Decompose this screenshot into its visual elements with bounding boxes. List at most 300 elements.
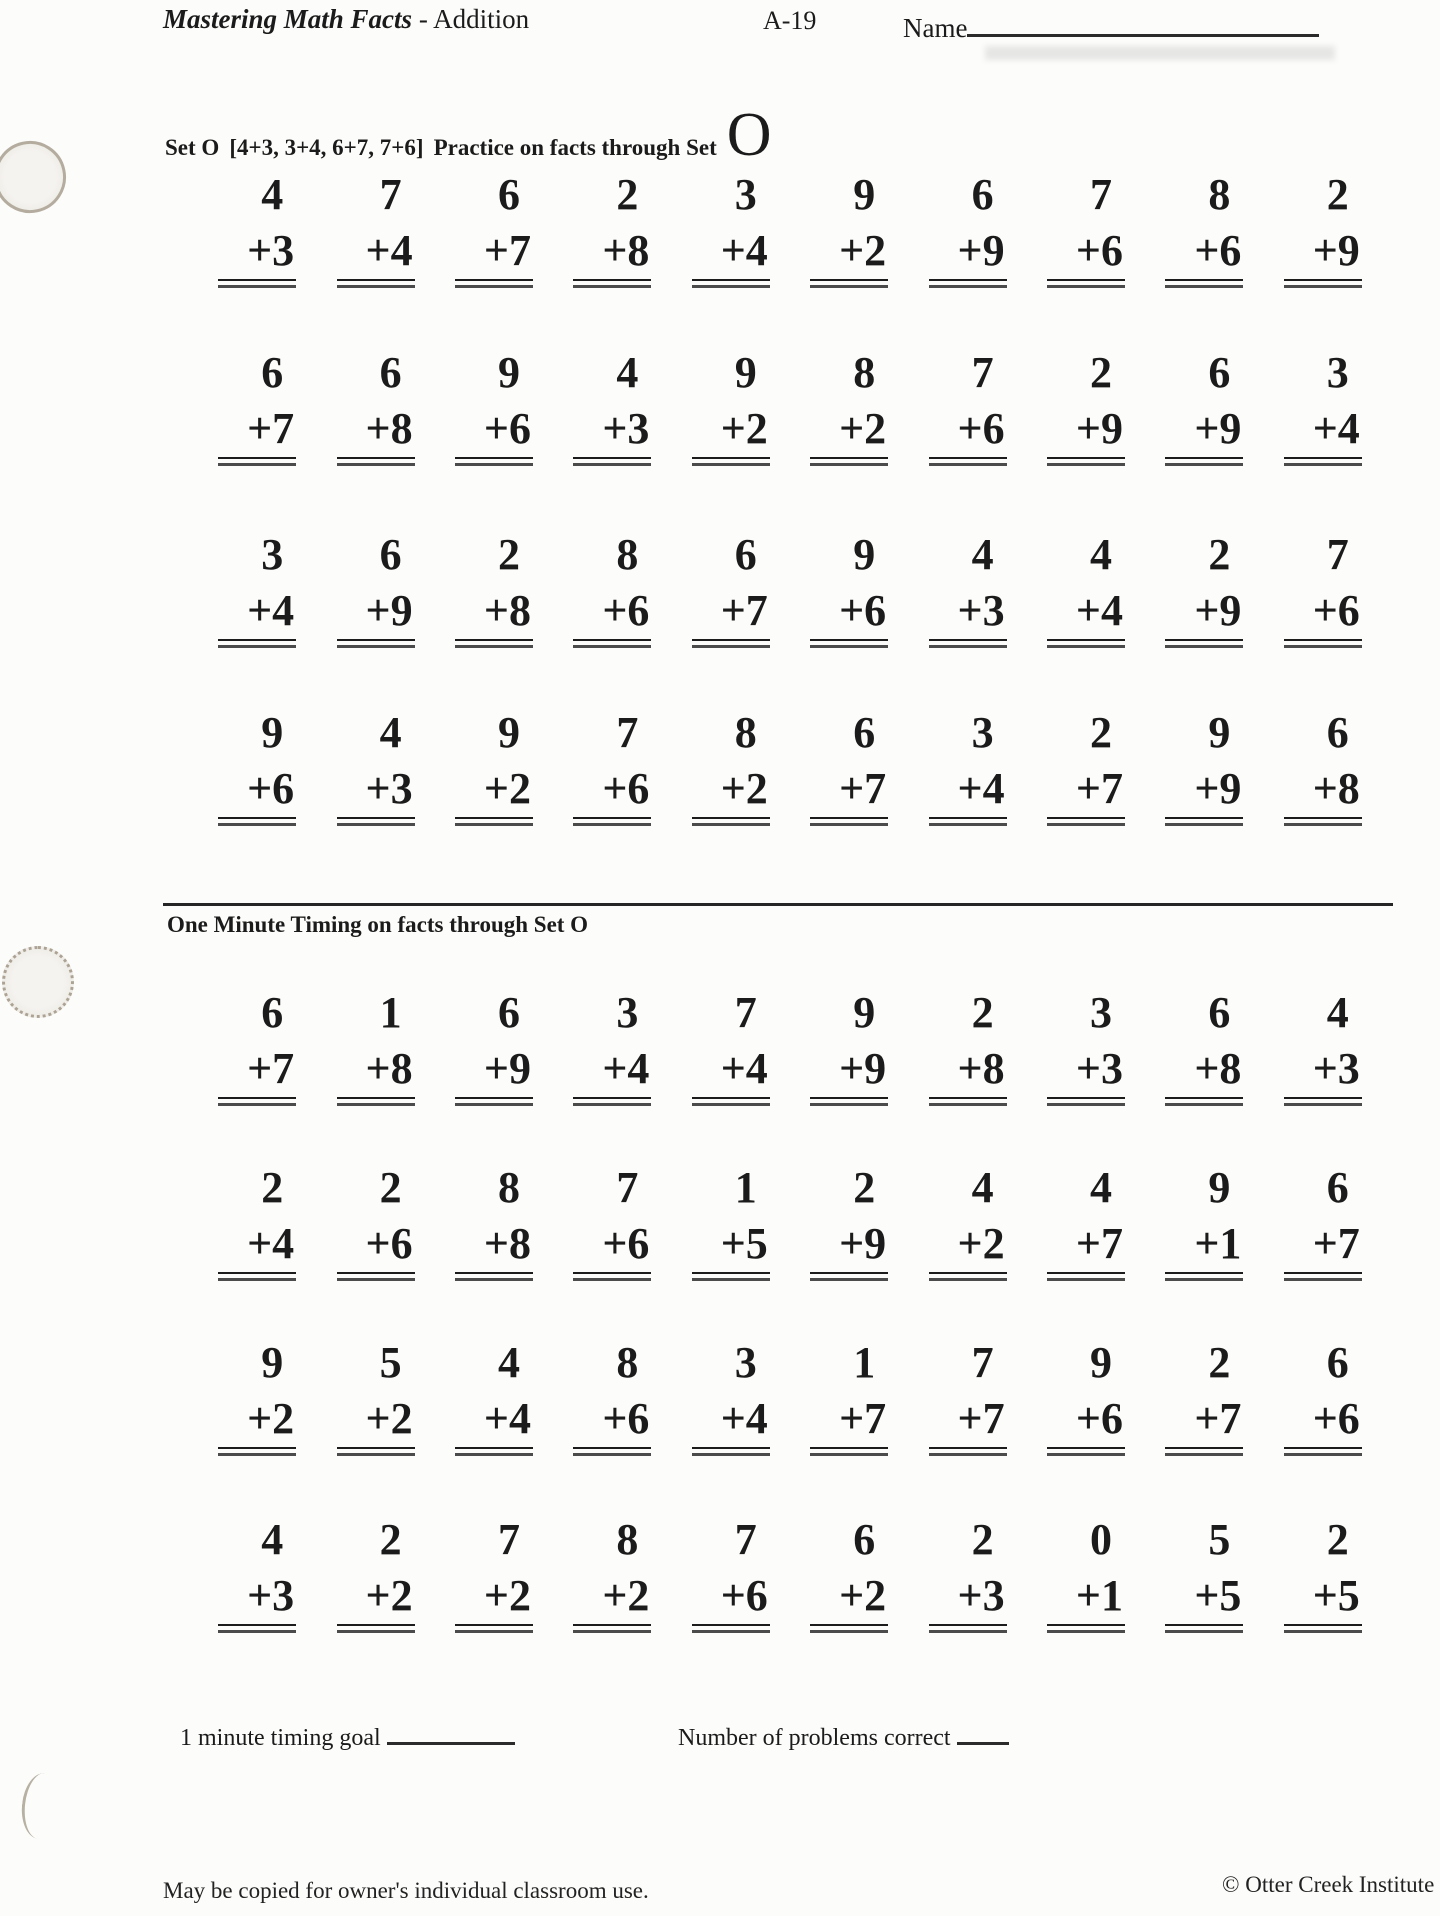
answer-line: [810, 279, 888, 288]
addition-problem: [692, 348, 770, 466]
addition-problem: [1165, 530, 1243, 648]
addition-problem: [455, 988, 533, 1106]
problem-bottom-addend: +3: [602, 404, 650, 453]
problem-top-addend: 6: [1208, 348, 1231, 397]
addition-problem: [1165, 1338, 1243, 1456]
set-big-letter: O: [726, 101, 772, 169]
problem-bottom-addend: +8: [602, 226, 650, 275]
problem-bottom-addend: +3: [957, 1571, 1005, 1620]
problem-top-addend: 9: [1208, 708, 1231, 757]
problem-bottom-addend: +8: [1194, 1044, 1242, 1093]
answer-line: [218, 1097, 296, 1106]
problem-top-addend: 7: [497, 1515, 520, 1564]
timing-row-1: [198, 988, 1382, 1106]
addition-problem: [929, 348, 1007, 466]
problem-bottom-addend: +6: [483, 404, 531, 453]
answer-line: [1165, 1447, 1243, 1456]
addition-problem: [810, 708, 888, 826]
addition-problem: [455, 348, 533, 466]
addition-problem: [455, 1163, 533, 1281]
problem-top-addend: 2: [261, 1163, 284, 1212]
problem-top-addend: 4: [971, 1163, 994, 1212]
problem-bottom-addend: +2: [483, 1571, 531, 1620]
problem-top-addend: 1: [734, 1163, 757, 1212]
addition-problem: [1165, 988, 1243, 1106]
answer-line: [218, 639, 296, 648]
addition-problem: [573, 708, 651, 826]
problem-bottom-addend: +9: [957, 226, 1005, 275]
problem-bottom-addend: +6: [1075, 226, 1123, 275]
answer-line: [1047, 639, 1125, 648]
answer-line: [1165, 1624, 1243, 1633]
problem-top-addend: 9: [1208, 1163, 1231, 1212]
practice-section-heading: [165, 101, 772, 169]
addition-problem: [573, 988, 651, 1106]
answer-line: [337, 1624, 415, 1633]
problem-top-addend: 6: [261, 348, 284, 397]
addition-problem: [218, 530, 296, 648]
answer-line: [1284, 1272, 1362, 1281]
answer-line: [455, 279, 533, 288]
answer-line: [929, 1447, 1007, 1456]
addition-problem: [455, 708, 533, 826]
addition-problem: [1165, 348, 1243, 466]
problem-bottom-addend: +7: [247, 1044, 295, 1093]
addition-problem: [1284, 1163, 1362, 1281]
problem-top-addend: 8: [616, 1338, 639, 1387]
problem-bottom-addend: +3: [365, 764, 413, 813]
answer-line: [1047, 1624, 1125, 1633]
problem-top-addend: 9: [261, 708, 284, 757]
addition-problem: [810, 530, 888, 648]
problem-bottom-addend: +9: [1075, 404, 1123, 453]
problem-top-addend: 7: [616, 708, 639, 757]
addition-problem: [692, 988, 770, 1106]
problem-top-addend: 1: [853, 1338, 876, 1387]
addition-problem: [1047, 530, 1125, 648]
problem-bottom-addend: +2: [957, 1219, 1005, 1268]
answer-line: [337, 1447, 415, 1456]
problem-top-addend: 2: [616, 170, 639, 219]
addition-problem: [218, 708, 296, 826]
answer-line: [1165, 817, 1243, 826]
problem-bottom-addend: +6: [720, 1571, 768, 1620]
answer-line: [1284, 1097, 1362, 1106]
problem-bottom-addend: +3: [1075, 1044, 1123, 1093]
addition-problem: [573, 1338, 651, 1456]
problem-top-addend: 6: [1326, 1163, 1349, 1212]
addition-problem: [692, 1515, 770, 1633]
addition-problem: [573, 348, 651, 466]
addition-problem: [218, 348, 296, 466]
worksheet-title-series: Mastering Math Facts: [163, 4, 413, 34]
addition-problem: [1047, 1515, 1125, 1633]
addition-problem: [929, 1338, 1007, 1456]
addition-problem: [337, 1515, 415, 1633]
facts-list: [4+3, 3+4, 6+7, 7+6]: [229, 135, 424, 160]
addition-problem: [1047, 1338, 1125, 1456]
addition-problem: [929, 988, 1007, 1106]
answer-line: [337, 1097, 415, 1106]
problem-top-addend: 8: [853, 348, 876, 397]
problem-top-addend: 6: [734, 530, 757, 579]
problem-bottom-addend: +9: [839, 1044, 887, 1093]
practice-row-3: [198, 530, 1382, 648]
addition-problem: [810, 1338, 888, 1456]
problem-top-addend: 2: [1089, 708, 1112, 757]
problem-bottom-addend: +2: [839, 1571, 887, 1620]
problem-bottom-addend: +4: [1075, 586, 1123, 635]
addition-problem: [218, 1515, 296, 1633]
answer-line: [692, 639, 770, 648]
problem-top-addend: 6: [379, 530, 402, 579]
name-blank-line: [967, 6, 1319, 37]
problem-top-addend: 9: [853, 988, 876, 1037]
addition-problem: [573, 530, 651, 648]
problem-bottom-addend: +6: [1075, 1394, 1123, 1443]
problem-bottom-addend: +7: [483, 226, 531, 275]
problem-top-addend: 3: [734, 170, 757, 219]
timing-goal-label: 1 minute timing goal: [180, 1725, 381, 1751]
addition-problem: [455, 1338, 533, 1456]
addition-problem: [337, 1338, 415, 1456]
addition-problem: [929, 170, 1007, 288]
addition-problem: [337, 170, 415, 288]
worksheet-title: [163, 4, 529, 35]
addition-problem: [337, 1163, 415, 1281]
answer-line: [337, 817, 415, 826]
addition-problem: [1284, 1515, 1362, 1633]
answer-line: [1047, 1272, 1125, 1281]
addition-problem: [455, 530, 533, 648]
problem-bottom-addend: +6: [1312, 1394, 1360, 1443]
answer-line: [929, 1624, 1007, 1633]
addition-problem: [337, 530, 415, 648]
addition-problem: [810, 1163, 888, 1281]
answer-line: [573, 457, 651, 466]
problems-correct-label: Number of problems correct: [678, 1725, 951, 1751]
answer-line: [810, 1624, 888, 1633]
problem-top-addend: 9: [497, 348, 520, 397]
addition-problem: [692, 530, 770, 648]
answer-line: [1165, 1272, 1243, 1281]
problem-top-addend: 4: [1089, 530, 1112, 579]
section-divider-line: [163, 903, 1393, 906]
problem-top-addend: 7: [616, 1163, 639, 1212]
problem-bottom-addend: +7: [247, 404, 295, 453]
addition-problem: [1047, 1163, 1125, 1281]
problem-top-addend: 6: [853, 1515, 876, 1564]
copy-permission-notice: May be copied for owner's individual classroom use.: [163, 1878, 649, 1903]
problem-bottom-addend: +9: [1312, 226, 1360, 275]
problem-top-addend: 6: [971, 170, 994, 219]
problem-bottom-addend: +6: [839, 586, 887, 635]
problem-bottom-addend: +4: [483, 1394, 531, 1443]
addition-problem: [692, 170, 770, 288]
page-code: A-19: [763, 6, 817, 35]
answer-line: [1284, 1624, 1362, 1633]
answer-line: [337, 457, 415, 466]
problem-top-addend: 7: [1089, 170, 1112, 219]
problem-bottom-addend: +5: [1194, 1571, 1242, 1620]
problem-bottom-addend: +2: [247, 1394, 295, 1443]
answer-line: [692, 817, 770, 826]
problem-top-addend: 8: [497, 1163, 520, 1212]
answer-line: [1165, 1097, 1243, 1106]
answer-line: [455, 817, 533, 826]
problem-bottom-addend: +9: [483, 1044, 531, 1093]
worksheet-title-subject: - Addition: [412, 4, 530, 34]
problem-top-addend: 2: [971, 1515, 994, 1564]
problem-top-addend: 6: [1326, 1338, 1349, 1387]
answer-line: [692, 457, 770, 466]
problem-top-addend: 6: [853, 708, 876, 757]
timing-row-2: [198, 1163, 1382, 1281]
addition-problem: [810, 988, 888, 1106]
problem-top-addend: 2: [853, 1163, 876, 1212]
addition-problem: [218, 1338, 296, 1456]
addition-problem: [218, 1163, 296, 1281]
answer-line: [573, 1447, 651, 1456]
problem-top-addend: 4: [1326, 988, 1349, 1037]
practice-row-1: [198, 170, 1382, 288]
answer-line: [1047, 457, 1125, 466]
addition-problem: [1284, 708, 1362, 826]
addition-problem: [218, 170, 296, 288]
problem-bottom-addend: +3: [1312, 1044, 1360, 1093]
answer-line: [929, 1097, 1007, 1106]
answer-line: [929, 817, 1007, 826]
answer-line: [1284, 1447, 1362, 1456]
problem-bottom-addend: +6: [247, 764, 295, 813]
problem-top-addend: 7: [971, 1338, 994, 1387]
copyright-notice: © Otter Creek Institute: [1222, 1872, 1435, 1897]
problems-correct-blank: [957, 1722, 1009, 1745]
answer-line: [1047, 1447, 1125, 1456]
addition-problem: [1047, 170, 1125, 288]
problem-bottom-addend: +6: [365, 1219, 413, 1268]
answer-line: [455, 1272, 533, 1281]
answer-line: [218, 279, 296, 288]
problem-top-addend: 5: [379, 1338, 402, 1387]
problem-bottom-addend: +7: [1075, 764, 1123, 813]
problem-bottom-addend: +6: [602, 1219, 650, 1268]
answer-line: [1284, 639, 1362, 648]
timing-goal-blank: [387, 1722, 515, 1745]
problem-bottom-addend: +6: [602, 586, 650, 635]
addition-problem: [1284, 170, 1362, 288]
addition-problem: [218, 988, 296, 1106]
answer-line: [218, 1272, 296, 1281]
answer-line: [573, 1624, 651, 1633]
problem-bottom-addend: +3: [957, 586, 1005, 635]
problem-bottom-addend: +7: [957, 1394, 1005, 1443]
problem-top-addend: 2: [497, 530, 520, 579]
problem-bottom-addend: +2: [839, 404, 887, 453]
problem-top-addend: 9: [853, 170, 876, 219]
answer-line: [692, 1624, 770, 1633]
answer-line: [1165, 279, 1243, 288]
addition-problem: [1047, 348, 1125, 466]
addition-problem: [1284, 348, 1362, 466]
answer-line: [1047, 279, 1125, 288]
problem-top-addend: 6: [1326, 708, 1349, 757]
problem-top-addend: 2: [1326, 1515, 1349, 1564]
problem-top-addend: 6: [379, 348, 402, 397]
answer-line: [1165, 639, 1243, 648]
answer-line: [573, 1272, 651, 1281]
problem-bottom-addend: +8: [1312, 764, 1360, 813]
problem-bottom-addend: +9: [1194, 404, 1242, 453]
problem-bottom-addend: +8: [365, 404, 413, 453]
answer-line: [337, 1272, 415, 1281]
addition-problem: [1284, 988, 1362, 1106]
problem-top-addend: 6: [497, 170, 520, 219]
problem-top-addend: 2: [379, 1515, 402, 1564]
problem-top-addend: 3: [1089, 988, 1112, 1037]
practice-row-2: [198, 348, 1382, 466]
problem-top-addend: 6: [1208, 988, 1231, 1037]
problem-top-addend: 0: [1089, 1515, 1112, 1564]
answer-line: [810, 817, 888, 826]
answer-line: [810, 639, 888, 648]
problem-bottom-addend: +4: [1312, 404, 1360, 453]
problem-top-addend: 5: [1208, 1515, 1231, 1564]
problem-top-addend: 2: [1208, 1338, 1231, 1387]
timing-goal-field: [180, 1722, 515, 1752]
answer-line: [455, 1097, 533, 1106]
addition-problem: [573, 170, 651, 288]
answer-line: [692, 1272, 770, 1281]
scan-smudge: [985, 46, 1335, 60]
answer-line: [810, 457, 888, 466]
answer-line: [810, 1447, 888, 1456]
addition-problem: [929, 708, 1007, 826]
answer-line: [218, 1624, 296, 1633]
problem-bottom-addend: +6: [957, 404, 1005, 453]
problem-bottom-addend: +8: [957, 1044, 1005, 1093]
problem-bottom-addend: +9: [839, 1219, 887, 1268]
answer-line: [810, 1097, 888, 1106]
problem-bottom-addend: +8: [483, 586, 531, 635]
addition-problem: [337, 348, 415, 466]
problem-bottom-addend: +9: [1194, 586, 1242, 635]
problem-top-addend: 9: [261, 1338, 284, 1387]
addition-problem: [929, 1163, 1007, 1281]
answer-line: [218, 1447, 296, 1456]
timing-section-heading: One Minute Timing on facts through Set O: [167, 912, 589, 937]
answer-line: [455, 639, 533, 648]
practice-row-4: [198, 708, 1382, 826]
problem-top-addend: 6: [497, 988, 520, 1037]
problem-bottom-addend: +2: [720, 764, 768, 813]
answer-line: [692, 1447, 770, 1456]
problem-top-addend: 6: [261, 988, 284, 1037]
addition-problem: [455, 170, 533, 288]
problem-top-addend: 2: [1326, 170, 1349, 219]
answer-line: [929, 639, 1007, 648]
pen-mark-arc: [19, 1771, 65, 1841]
problem-top-addend: 8: [1208, 170, 1231, 219]
problem-bottom-addend: +7: [839, 1394, 887, 1443]
problem-bottom-addend: +8: [483, 1219, 531, 1268]
answer-line: [1284, 817, 1362, 826]
addition-problem: [692, 708, 770, 826]
addition-problem: [1165, 1163, 1243, 1281]
problems-correct-field: [678, 1722, 1009, 1752]
answer-line: [1165, 457, 1243, 466]
problem-top-addend: 9: [734, 348, 757, 397]
problem-bottom-addend: +9: [1194, 764, 1242, 813]
addition-problem: [1165, 708, 1243, 826]
problem-top-addend: 7: [734, 988, 757, 1037]
problem-bottom-addend: +7: [1194, 1394, 1242, 1443]
timing-row-3: [198, 1338, 1382, 1456]
problem-top-addend: 7: [734, 1515, 757, 1564]
problem-top-addend: 7: [1326, 530, 1349, 579]
problem-bottom-addend: +7: [720, 586, 768, 635]
addition-problem: [810, 170, 888, 288]
problem-bottom-addend: +4: [720, 1394, 768, 1443]
set-label: Set O: [165, 135, 220, 160]
answer-line: [573, 1097, 651, 1106]
problem-top-addend: 3: [261, 530, 284, 579]
problem-top-addend: 4: [261, 170, 284, 219]
problem-bottom-addend: +2: [365, 1394, 413, 1443]
answer-line: [573, 817, 651, 826]
problem-bottom-addend: +7: [839, 764, 887, 813]
answer-line: [929, 1272, 1007, 1281]
problem-top-addend: 8: [616, 1515, 639, 1564]
addition-problem: [1165, 170, 1243, 288]
addition-problem: [1165, 1515, 1243, 1633]
problem-bottom-addend: +9: [365, 586, 413, 635]
answer-line: [337, 639, 415, 648]
addition-problem: [692, 1163, 770, 1281]
problem-top-addend: 2: [971, 988, 994, 1037]
timing-row-4: [198, 1515, 1382, 1633]
problem-top-addend: 4: [497, 1338, 520, 1387]
problem-bottom-addend: +4: [247, 586, 295, 635]
problem-top-addend: 4: [1089, 1163, 1112, 1212]
problem-bottom-addend: +4: [720, 1044, 768, 1093]
addition-problem: [573, 1163, 651, 1281]
problem-bottom-addend: +4: [365, 226, 413, 275]
problem-bottom-addend: +4: [720, 226, 768, 275]
problem-bottom-addend: +6: [1194, 226, 1242, 275]
problem-top-addend: 2: [1089, 348, 1112, 397]
answer-line: [1047, 1097, 1125, 1106]
addition-problem: [1047, 708, 1125, 826]
practice-instruction: Practice on facts through Set: [433, 135, 717, 160]
answer-line: [218, 457, 296, 466]
problem-bottom-addend: +5: [720, 1219, 768, 1268]
problem-top-addend: 3: [616, 988, 639, 1037]
problem-top-addend: 8: [616, 530, 639, 579]
answer-line: [573, 639, 651, 648]
name-field: [903, 6, 1319, 44]
problem-top-addend: 4: [971, 530, 994, 579]
problem-bottom-addend: +7: [1075, 1219, 1123, 1268]
problem-top-addend: 7: [379, 170, 402, 219]
problem-top-addend: 4: [616, 348, 639, 397]
problem-top-addend: 7: [971, 348, 994, 397]
addition-problem: [573, 1515, 651, 1633]
problem-top-addend: 3: [1326, 348, 1349, 397]
answer-line: [929, 457, 1007, 466]
problem-bottom-addend: +7: [1312, 1219, 1360, 1268]
addition-problem: [1284, 530, 1362, 648]
